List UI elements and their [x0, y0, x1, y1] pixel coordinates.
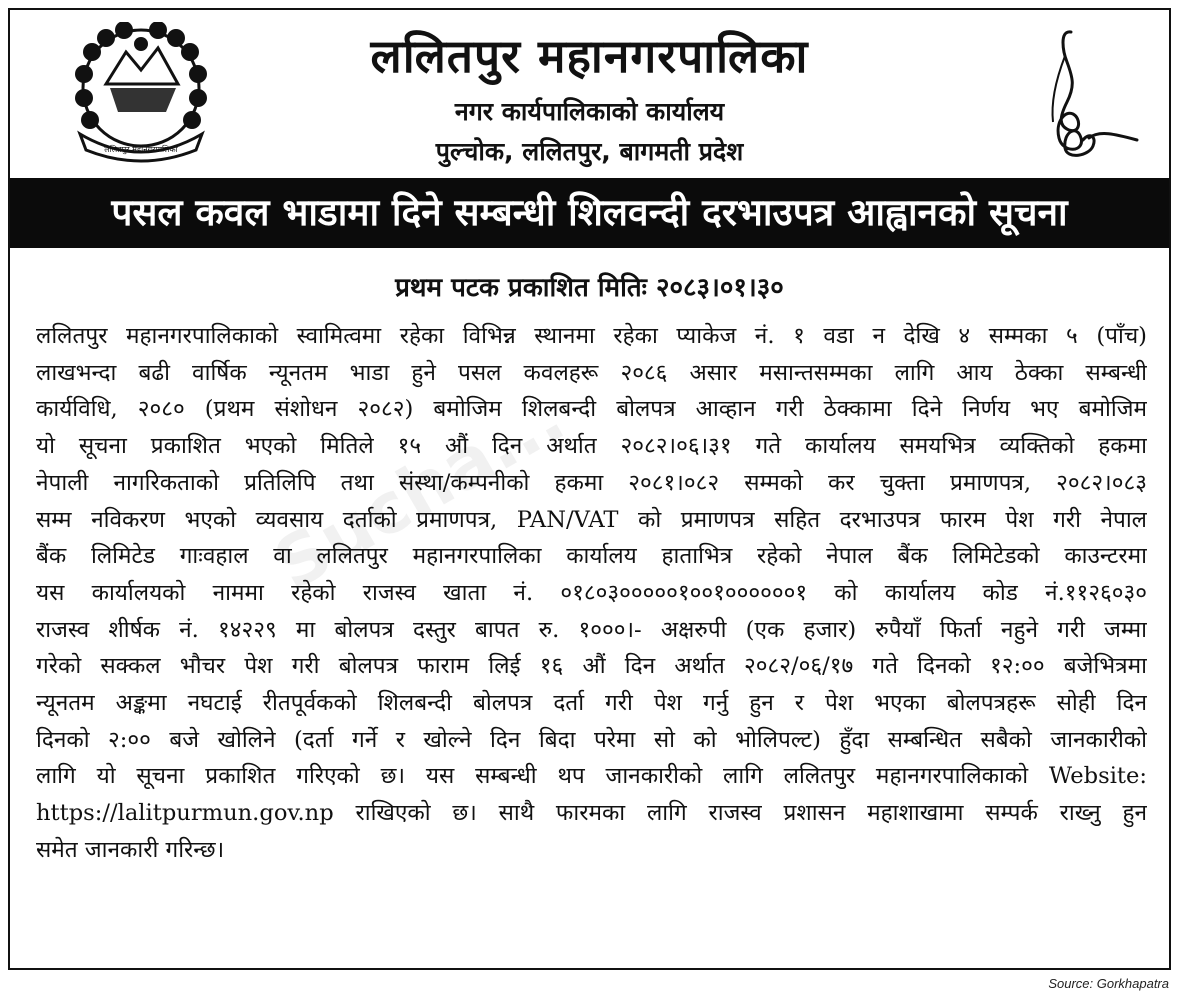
body-line: सम्म नविकरण भएको व्यवसाय दर्ताको प्रमाणपत्र, PAN/VAT को प्रमाणपत्र सहित दरभाउपत्र फारम पेश गरी नेपाल — [36, 506, 1147, 533]
publish-date: प्रथम पटक प्रकाशित मितिः २०८३।०१।३० — [395, 273, 784, 303]
source-credit: Source: Gorkhapatra — [1048, 976, 1169, 991]
body-line: समेत जानकारी गरिन्छ। — [36, 836, 225, 863]
address-subtitle: पुल्चोक, ललितपुर, बागमती प्रदेश — [435, 137, 744, 166]
body-line: लाखभन्दा बढी वार्षिक न्यूनतम भाडा हुने पसल कवलहरू २०८६ असार मसान्तसम्मका लागि आय ठेक्का सम्बन्धी — [36, 359, 1147, 386]
body-line: https://lalitpurmun.gov.np राखिएको छ। साथै फारमका लागि राजस्व प्रशासन महाशाखामा सम्पर्क राख्नु हुन — [36, 800, 1147, 827]
body-line: ललितपुर महानगरपालिकाको स्वामित्वमा रहेका विभिन्न स्थानमा रहेका प्याकेज नं. १ वडा न देखि ४ सम्मका ५ (पाँच) — [36, 323, 1147, 349]
body-line: बैंक लिमिटेड गाःवहाल वा ललितपुर महानगरपालिका कार्यालय हाताभित्र रहेको नेपाल बैंक लिमिटेडको काउन्टरमा — [36, 543, 1147, 570]
body-line: न्यूनतम अङ्कमा नघटाई रीतपूर्वकको शिलबन्दी बोलपत्र दर्ता गरी पेश गर्नु हुन र पेश भएका बोलपत्रहरू सोही दिन — [36, 690, 1147, 717]
body-line: यस कार्यालयको नाममा रहेको राजस्व खाता नं. ०१८०३०००००१००१००००००१ को कार्यालय कोड नं.११२६०३० — [36, 579, 1147, 606]
body-line: राजस्व शीर्षक नं. १४२२९ मा बोलपत्र दस्तुर बापत रु. १०००।- अक्षरुपी (एक हजार) रुपैयाँ फिर्ता नहुने गरी जम्मा — [36, 616, 1147, 643]
body-line: लागि यो सूचना प्रकाशित गरिएको छ। यस सम्बन्धी थप जानकारीको लागि ललितपुर महानगरपालिकाको Website: — [36, 763, 1147, 790]
body-line: यो सूचना प्रकाशित भएको मितिले १५ औं दिन अर्थात २०८२।०६।३१ गते कार्यालय समयभित्र व्यक्तिको हकमा — [36, 433, 1147, 460]
municipality-title: ललितपुर महानगरपालिका — [370, 29, 809, 83]
notice-header — [10, 10, 1169, 178]
notice-body — [36, 318, 1147, 869]
watermark: Sucha... — [260, 375, 578, 607]
office-subtitle: नगर कार्यपालिकाको कार्यालय — [454, 97, 725, 126]
notice-banner-title: पसल कवल भाडामा दिने सम्बन्धी शिलवन्दी दरभाउपत्र आह्वानको सूचना — [10, 178, 1169, 248]
body-line: गरेको सक्कल भौचर पेश गरी बोलपत्र फाराम लिई १६ औं दिन अर्थात २०८२/०६/१७ गते दिनको १२:०० बजेभित्रमा — [36, 653, 1147, 680]
notice-frame — [8, 8, 1171, 970]
body-line: नेपाली नागरिकताको प्रतिलिपि तथा संस्था/कम्पनीको हकमा २०८१।०८२ सम्मको कर चुक्ता प्रमाणपत्र, २०८२।०८३ — [36, 469, 1147, 496]
body-line: दिनको २:०० बजे खोलिने (दर्ता गर्ने र खोल्ने दिन बिदा परेमा सो को भोलिपल्ट) हुँदा सम्बन्धित सबैको जानकारीको — [36, 726, 1147, 753]
body-line: कार्यविधि, २०८० (प्रथम संशोधन २०८२) बमोजिम शिलबन्दी बोलपत्र आव्हान गरी ठेक्कामा दिने निर्णय भए बमोजिम — [36, 396, 1147, 423]
signature-image — [1019, 22, 1139, 172]
emblem-ribbon-text: ललितपुर महानगरपालिका — [104, 145, 178, 154]
